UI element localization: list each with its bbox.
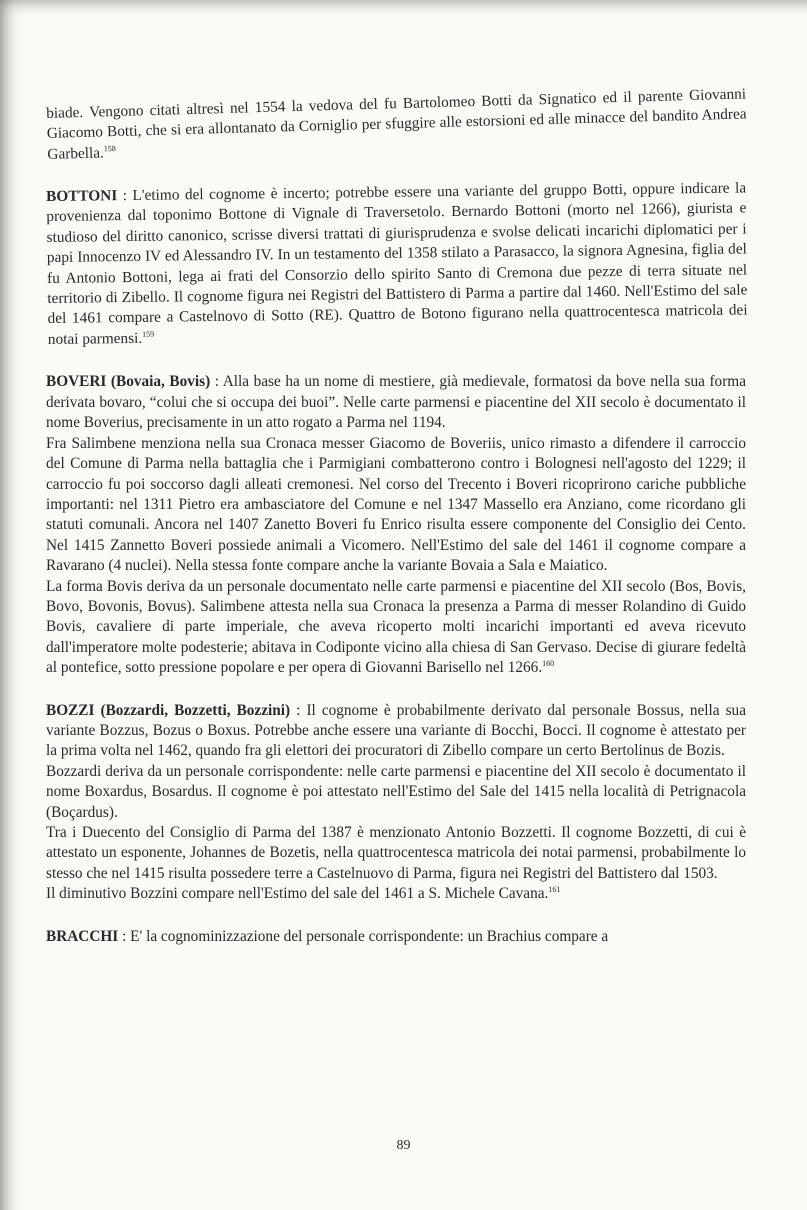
intro-text: biade. Vengono citati altresì nel 1554 la vedova del fu Bartolomeo Botti da Signatico ed il parente Giovanni Giacomo Botti, che si era allontanato da Corniglio per sfuggire alle estorsioni ed alle minacce del bandito Andrea Garbella. — [46, 85, 747, 163]
footnote-ref-161: 161 — [548, 885, 561, 895]
entry-text: Bozzardi deriva da un personale corrispondente: nelle carte parmensi e piacentine del XII secolo è documentato il nome Boxardus, Bosardus. Il cognome è poi attestato nell'Estimo del Sale del 1415 nella località di Petrignacola (Boçardus). — [46, 762, 746, 821]
entry-paragraph — [46, 372, 746, 433]
page-number: 89 — [396, 1138, 411, 1153]
entry-bracchi — [46, 927, 746, 947]
entry-paragraph — [46, 434, 746, 577]
entry-text: La forma Bovis deriva da un personale documentato nelle carte parmensi e piacentine del XII secolo (Bos, Bovis, Bovo, Bovonis, Bovus). Salimbene attesta nella sua Cronaca la presenza a Parma di messer Rolandino di Guido Bovis, cavaliere di parte imperiale, che aveva ricoperto molti incarichi importanti ed aveva ricevuto dall'imperatore molte podesterie; abitava in Codiponte vicino alla chiesa di San Gervaso. Decise di giurare fedeltà al pontefice, sotto pressione popolare e per opera di Giovanni Barisello nel 1266. — [46, 577, 746, 677]
entry-text: : L'etimo del cognome è incerto; potrebbe essere una variante del gruppo Botti, oppure indicare la provenienza dal toponimo Bottone di Vignale di Traversetolo. Bernardo Bottoni (morto nel 1266), giurista e studioso del diritto canonico, scrisse diversi trattati di giurisprudenza e svolse delicati incarichi diplomatici per i papi Innocenzo IV ed Alessandro IV. In un testamento del 1358 stilato a Parasacco, la signora Agnesina, figlia del fu Antonio Bottoni, lega ai frati del Consorzio dello spirito Santo di Cremona due pezze di terra situate nel territorio di Zibello. Il cognome figura nei Registri del Battistero di Parma a partire dal 1460. Nell'Estimo del sale del 1461 compare a Castelnovo di Sotto (RE). Quattro de Botono figurano nella quattrocentesca matricola dei notai parmensi. — [46, 179, 748, 349]
entry-text: Il diminutivo Bozzini compare nell'Estimo del sale del 1461 a S. Michele Cavana. — [46, 885, 549, 903]
entry-boveri — [46, 372, 746, 678]
entry-heading: BOVERI (Bovaia, Bovis) — [46, 373, 211, 391]
entry-paragraph — [46, 179, 748, 351]
intro-paragraph — [46, 84, 747, 165]
entry-text: Tra i Duecento del Consiglio di Parma del 1387 è menzionato Antonio Bozzetti. Il cognome Bozzetti, di cui è attestato un esponente, Johannes de Bozetis, nella quattrocentesca matricola dei notai parmensi, probabilmente lo stesso che nel 1415 risulta possedere terre a Castelnuovo di Parma, figura nei Registri del Battistero dal 1503. — [46, 824, 746, 882]
entry-paragraph — [46, 701, 746, 762]
page-text — [46, 85, 748, 947]
entry-heading: BRACCHI — [46, 927, 119, 945]
footnote-ref-160: 160 — [542, 659, 555, 669]
entry-paragraph — [46, 577, 746, 679]
entry-bozzi — [46, 701, 746, 905]
footnote-ref-158: 158 — [103, 143, 116, 154]
entry-text: : Alla base ha un nome di mestiere, già medievale, formatosi da bove nella sua forma derivata bovaro, “colui che si occupa dei buoi”. Nelle carte parmensi e piacentine del XII secolo è documentato il nome Boverius, precisamente in un atto rogato a Parma nel 1194. — [46, 373, 746, 432]
footnote-ref-159: 159 — [142, 329, 155, 339]
entry-paragraph — [46, 823, 746, 884]
entry-paragraph — [46, 762, 746, 823]
entry-text: : E' la cognominizzazione del personale corrispondente: un Brachius compare a — [118, 927, 609, 945]
entry-paragraph — [46, 927, 746, 947]
entry-bottoni — [46, 179, 748, 351]
entry-heading: BOTTONI — [46, 187, 118, 206]
entry-paragraph — [46, 884, 746, 904]
entry-text: : Il cognome è probabilmente derivato dal personale Bossus, nella sua variante Bozzus, Bozus o Boxus. Potrebbe anche essere una variante di Bocchi, Bocci. Il cognome è attestato per la prima volta nel 1462, quando fra gli elettori dei procuratori di Zibello compare un certo Bertolinus de Bozis. — [46, 701, 747, 760]
entry-heading: BOZZI (Bozzardi, Bozzetti, Bozzini) — [46, 701, 291, 719]
entry-text: Fra Salimbene menziona nella sua Cronaca messer Giacomo de Boveriis, unico rimasto a difendere il carroccio del Comune di Parma nella battaglia che i Parmigiani combatterono contro i Bolognesi nell'agosto del 1229; il carroccio fu poi soccorso dagli alleati cremonesi. Nel corso del Trecento i Boveri ricoprirono cariche pubbliche importanti: nel 1311 Pietro era ambasciatore del Comune e nel 1347 Massello era Anziano, come ricordano gli statuti comunali. Ancora nel 1407 Zanetto Boveri fu Enrico risulta essere componente del Consiglio dei Cento. Nel 1415 Zannetto Boveri possiede animali a Vicomero. Nell'Estimo del sale del 1461 il cognome compare a Ravarano (4 nuclei). Nella stessa fonte compare anche la variante Bovaia a Sala e Maiatico. — [46, 434, 746, 575]
